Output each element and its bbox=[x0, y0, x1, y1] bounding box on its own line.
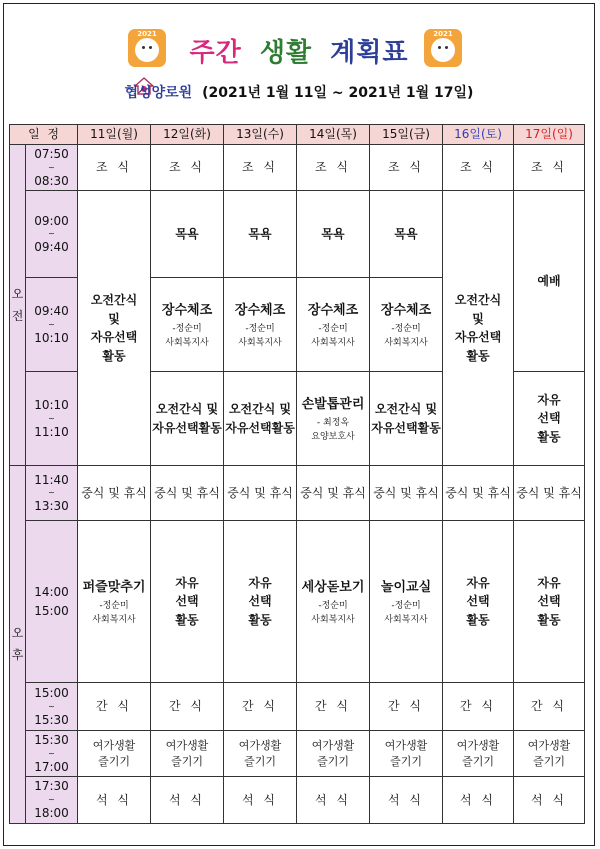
badge-year-right: 2021 bbox=[433, 30, 453, 38]
bath-cell: 목욕 bbox=[224, 191, 297, 278]
puzzle-cell: 퍼즐맞추기 -정순미 사회복지사 bbox=[78, 521, 151, 683]
exercise-cell: 장수체조 -정순미 사회복지사 bbox=[370, 278, 443, 372]
dinner-cell: 석 식 bbox=[78, 777, 151, 823]
table-row bbox=[10, 731, 585, 777]
leisure-cell: 여가생활 즐기기 bbox=[370, 731, 443, 777]
dinner-cell: 석 식 bbox=[370, 777, 443, 823]
leisure-cell: 여가생활 즐기기 bbox=[224, 731, 297, 777]
day-header-sunday: 17일(일) bbox=[514, 125, 585, 145]
exercise-cell: 장수체조 -정순미 사회복지사 bbox=[224, 278, 297, 372]
badge-year: 2021 bbox=[137, 30, 157, 38]
snack-cell: 간 식 bbox=[224, 683, 297, 731]
dinner-cell: 석 식 bbox=[297, 777, 370, 823]
table-row bbox=[10, 777, 585, 823]
leisure-cell: 여가생활 즐기기 bbox=[151, 731, 224, 777]
time-slot: 07:50 ~ 08:30 bbox=[26, 145, 78, 191]
exercise-cell: 장수체조 -정순미 사회복지사 bbox=[297, 278, 370, 372]
subtitle bbox=[4, 82, 594, 102]
breakfast-cell: 조 식 bbox=[370, 145, 443, 191]
free-cell: 자유 선택 활동 bbox=[151, 521, 224, 683]
schedule-table bbox=[9, 124, 585, 824]
leisure-cell: 여가생활 즐기기 bbox=[443, 731, 514, 777]
worship-cell: 예배 bbox=[514, 191, 585, 372]
bath-cell: 목욕 bbox=[297, 191, 370, 278]
date-range: (2021년 1월 11일 ~ 2021년 1월 17일) bbox=[202, 85, 474, 101]
dinner-cell: 석 식 bbox=[443, 777, 514, 823]
snack-cell: 간 식 bbox=[514, 683, 585, 731]
exercise-cell: 장수체조 -정순미 사회복지사 bbox=[151, 278, 224, 372]
am-snack-cell: 오전간식 및 자유선택활동 bbox=[224, 372, 297, 466]
ox-mascot-icon-right bbox=[424, 29, 462, 67]
breakfast-cell: 조 식 bbox=[224, 145, 297, 191]
play-cell: 놀이교실 -정순미 사회복지사 bbox=[370, 521, 443, 683]
snack-cell: 간 식 bbox=[151, 683, 224, 731]
lunch-cell: 중식 및 휴식 bbox=[297, 466, 370, 521]
breakfast-cell: 조 식 bbox=[443, 145, 514, 191]
day-header: 12일(화) bbox=[151, 125, 224, 145]
table-row bbox=[10, 683, 585, 731]
date-header: 일 정 bbox=[10, 125, 78, 145]
breakfast-cell: 조 식 bbox=[514, 145, 585, 191]
lunch-cell: 중식 및 휴식 bbox=[370, 466, 443, 521]
time-slot: 15:30 ~ 17:00 bbox=[26, 731, 78, 777]
time-slot: 14:00 15:00 bbox=[26, 521, 78, 683]
table-row bbox=[10, 145, 585, 191]
table-row bbox=[10, 191, 585, 278]
period-am: 오 전 bbox=[10, 145, 26, 466]
day-header-saturday: 16일(토) bbox=[443, 125, 514, 145]
header-row bbox=[10, 125, 585, 145]
leisure-cell: 여가생활 즐기기 bbox=[297, 731, 370, 777]
dinner-cell: 석 식 bbox=[224, 777, 297, 823]
time-slot: 09:40 ~ 10:10 bbox=[26, 278, 78, 372]
hand-care-cell: 손발톱관리 - 최정옥 요양보호사 bbox=[297, 372, 370, 466]
leisure-cell: 여가생활 즐기기 bbox=[78, 731, 151, 777]
page-header bbox=[4, 4, 594, 116]
dinner-cell: 석 식 bbox=[151, 777, 224, 823]
am-snack-cell: 오전간식 및 자유선택활동 bbox=[151, 372, 224, 466]
breakfast-cell: 조 식 bbox=[78, 145, 151, 191]
time-slot: 11:40 ~ 13:30 bbox=[26, 466, 78, 521]
title-word-3: 계획표 bbox=[330, 38, 409, 68]
dinner-cell: 석 식 bbox=[514, 777, 585, 823]
day-header: 15일(금) bbox=[370, 125, 443, 145]
am-snack-cell: 오전간식 및 자유선택활동 bbox=[370, 372, 443, 466]
bath-cell: 목욕 bbox=[370, 191, 443, 278]
snack-cell: 간 식 bbox=[78, 683, 151, 731]
am-snack-cell-mon: 오전간식 및 자유선택 활동 bbox=[78, 191, 151, 466]
day-header: 14일(목) bbox=[297, 125, 370, 145]
snack-cell: 간 식 bbox=[443, 683, 514, 731]
table-row bbox=[10, 521, 585, 683]
snack-cell: 간 식 bbox=[297, 683, 370, 731]
time-slot: 09:00 ~ 09:40 bbox=[26, 191, 78, 278]
time-slot: 17:30 ~ 18:00 bbox=[26, 777, 78, 823]
title-word-1: 주간 bbox=[189, 38, 242, 68]
lunch-cell: 중식 및 휴식 bbox=[443, 466, 514, 521]
free-sun-cell: 자유 선택 활동 bbox=[514, 372, 585, 466]
lunch-cell: 중식 및 휴식 bbox=[224, 466, 297, 521]
time-slot: 15:00 ~ 15:30 bbox=[26, 683, 78, 731]
world-cell: 세상돋보기 -정순미 사회복지사 bbox=[297, 521, 370, 683]
table-row bbox=[10, 466, 585, 521]
breakfast-cell: 조 식 bbox=[151, 145, 224, 191]
snack-cell: 간 식 bbox=[370, 683, 443, 731]
title-word-2: 생활 bbox=[259, 38, 313, 68]
time-slot: 10:10 ~ 11:10 bbox=[26, 372, 78, 466]
page-title bbox=[4, 32, 594, 69]
org-name: 협성양로원 bbox=[124, 85, 193, 101]
lunch-cell: 중식 및 휴식 bbox=[514, 466, 585, 521]
leisure-cell: 여가생활 즐기기 bbox=[514, 731, 585, 777]
free-cell: 자유 선택 활동 bbox=[443, 521, 514, 683]
bath-cell: 목욕 bbox=[151, 191, 224, 278]
breakfast-cell: 조 식 bbox=[297, 145, 370, 191]
lunch-cell: 중식 및 휴식 bbox=[78, 466, 151, 521]
free-cell: 자유 선택 활동 bbox=[224, 521, 297, 683]
day-header: 13일(수) bbox=[224, 125, 297, 145]
am-snack-cell-sat: 오전간식 및 자유선택 활동 bbox=[443, 191, 514, 466]
period-pm: 오 후 bbox=[10, 466, 26, 823]
day-header: 11일(월) bbox=[78, 125, 151, 145]
lunch-cell: 중식 및 휴식 bbox=[151, 466, 224, 521]
free-cell: 자유 선택 활동 bbox=[514, 521, 585, 683]
